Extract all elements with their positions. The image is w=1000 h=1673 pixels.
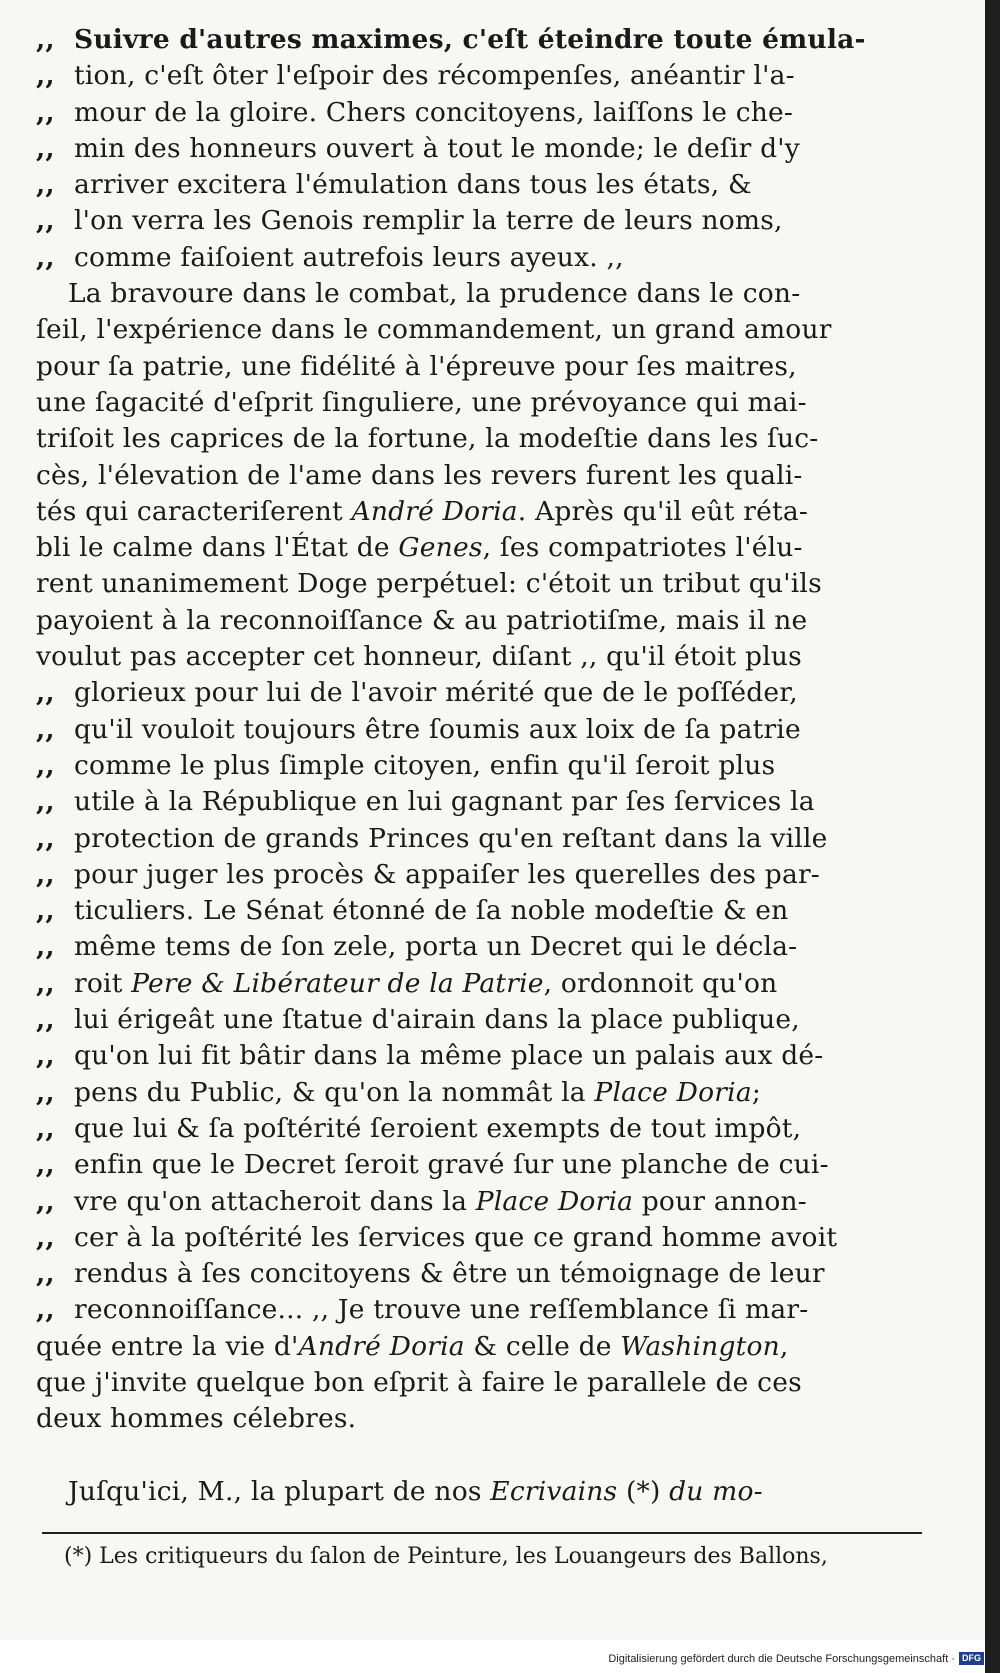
line-text: deux hommes célebres. [36,1403,357,1435]
line-text: qu'on lui fit bâtir dans la même place un palais aux dé- [74,1040,824,1072]
line-text: , [779,1330,789,1362]
line-text: que j'invite quelque bon eſprit à faire le parallele de ces [36,1366,802,1398]
text-line [36,675,936,711]
text-line [36,1038,936,1074]
text-line [36,312,936,348]
quote-mark: ,, [36,1112,55,1144]
quote-mark: ,, [36,1258,55,1290]
italic-text: du mo- [669,1475,763,1507]
quote-mark: ,, [36,895,55,927]
italic-text: Pere & Libérateur de la Patrie [131,967,544,999]
text-line [36,1365,936,1401]
line-text: mour de la gloire. Chers concitoyens, laiſſons le che- [74,96,794,128]
text-line [36,748,936,784]
line-text: protection de grands Princes qu'en reſtant dans la ville [74,822,828,854]
quote-mark: ,, [36,1294,55,1326]
text-line [36,966,936,1002]
line-text: comme faiſoient autrefois leurs ayeux. ,, [74,241,624,273]
text-line [36,131,936,167]
footnote-separator [42,1532,922,1534]
line-text: tion, c'eſt ôter l'eſpoir des récompenſes, anéantir l'a- [74,60,795,92]
text-line [36,893,936,929]
line-text: bli le calme dans l'État de [36,532,399,564]
line-text: voulut pas accepter cet honneur, diſant ,, qu'il étoit plus [36,641,802,673]
line-text: min des honneurs ouvert à tout le monde; le deſir d'y [74,132,800,164]
line-text: roit [74,967,132,999]
text-line [36,1002,936,1038]
text-line [36,1329,936,1365]
line-text: même tems de ſon zele, porta un Decret qui le décla- [74,931,798,963]
text-line [36,784,936,820]
line-text: arriver excitera l'émulation dans tous les états, & [74,169,752,201]
italic-text: Washington [620,1330,780,1362]
quote-mark: ,, [36,241,55,273]
text-line [36,712,936,748]
quote-mark: ,, [36,967,55,999]
dfg-logo: DFG [959,1652,984,1665]
line-text: que lui & ſa poſtérité ſeroient exempts de tout impôt, [74,1112,802,1144]
text-line [36,1292,936,1328]
line-text: reconnoiſſance... ,, Je trouve une reſſemblance ſi mar- [74,1294,809,1326]
line-text: rendus à ſes concitoyens & être un témoignage de leur [74,1258,825,1290]
text-line [36,566,936,602]
credit-text: Digitalisierung gefördert durch die Deutsche Forschungsgemeinschaft · [608,1652,955,1665]
line-text: pour juger les procès & appaiſer les querelles des par- [74,858,820,890]
quote-mark: ,, [36,1185,55,1217]
text-line [36,1474,936,1510]
line-text: ſeil, l'expérience dans le commandement, un grand amour [36,314,832,346]
body-text [36,22,936,1510]
text-line [36,458,936,494]
line-text: tés qui caracteriſerent [36,495,352,527]
quote-mark: ,, [36,1040,55,1072]
quote-mark: ,, [36,713,55,745]
text-line [36,203,936,239]
quote-mark: ,, [36,205,55,237]
line-text: quée entre la vie d' [36,1330,299,1362]
text-line [36,22,936,58]
line-text: triſoit les caprices de la fortune, la modeſtie dans les ſuc- [36,423,819,455]
text-line [36,385,936,421]
italic-text: Genes [398,532,483,564]
line-text: , ſes compatriotes l'élu- [482,532,803,564]
line-text: . Après qu'il eût réta- [517,495,808,527]
footnote: (*) Les critiqueurs du ſalon de Peinture, les Louangeurs des Ballons, [64,1544,828,1569]
text-line [36,1220,936,1256]
line-text: comme le plus ſimple citoyen, enfin qu'il ſeroit plus [74,749,776,781]
text-line [36,857,936,893]
line-text: pour ſa patrie, une fidélité à l'épreuve pour ſes maitres, [36,350,797,382]
text-line [36,95,936,131]
italic-text: André Doria [351,495,518,527]
italic-text: Place Doria [475,1185,634,1217]
quote-mark: ,, [36,749,55,781]
text-line [36,1256,936,1292]
quote-mark: ,, [36,24,55,55]
line-text: pour annon- [633,1185,807,1217]
text-line [36,821,936,857]
line-text: (*) [617,1475,670,1507]
text-line [36,276,936,312]
page-edge-shadow [985,0,1000,1673]
quote-mark: ,, [36,1149,55,1181]
line-text: cer à la poſtérité les ſervices que ce grand homme avoit [74,1221,838,1253]
line-text: rent unanimement Doge perpétuel: c'étoit un tribut qu'ils [36,568,822,600]
text-line [36,167,936,203]
line-text: ; [751,1076,761,1108]
digitization-credit [608,1652,984,1665]
line-text: pens du Public, & qu'on la nommât la [74,1076,595,1108]
text-line [36,1147,936,1183]
text-line [36,421,936,457]
text-line [36,1401,936,1437]
line-text: lui érigeât une ſtatue d'airain dans la place publique, [74,1004,800,1036]
text-line [36,58,936,94]
quote-mark: ,, [36,169,55,201]
text-line [36,1075,936,1111]
quote-mark: ,, [36,1221,55,1253]
line-text: Suivre d'autres maximes, c'eſt éteindre toute émula- [74,24,866,55]
quote-mark: ,, [36,786,55,818]
text-line [36,1111,936,1147]
line-text: ticuliers. Le Sénat étonné de ſa noble modeſtie & en [74,895,789,927]
line-text: payoient à la reconnoiſſance & au patriotiſme, mais il ne [36,604,808,636]
text-line [36,494,936,530]
line-text: qu'il vouloit toujours être ſoumis aux loix de ſa patrie [74,713,801,745]
quote-mark: ,, [36,931,55,963]
quote-mark: ,, [36,132,55,164]
text-line [36,603,936,639]
text-line [36,530,936,566]
quote-mark: ,, [36,60,55,92]
line-text: cès, l'élevation de l'ame dans les revers furent les quali- [36,459,803,491]
line-text: enfin que le Decret ſeroit gravé ſur une planche de cui- [74,1149,829,1181]
quote-mark: ,, [36,96,55,128]
line-text: La bravoure dans le combat, la prudence dans le con- [68,278,801,310]
text-line [36,1184,936,1220]
line-text: une ſagacité d'eſprit ſinguliere, une prévoyance qui mai- [36,386,807,418]
quote-mark: ,, [36,1004,55,1036]
line-text: vre qu'on attacheroit dans la [74,1185,476,1217]
line-text: utile à la République en lui gagnant par ſes ſervices la [74,786,815,818]
italic-text: Place Doria [594,1076,752,1108]
quote-mark: ,, [36,1076,55,1108]
quote-mark: ,, [36,858,55,890]
text-line [36,639,936,675]
line-text: glorieux pour lui de l'avoir mérité que de le poſſéder, [74,677,798,709]
quote-mark: ,, [36,677,55,709]
line-text: & celle de [464,1330,621,1362]
line-text: , ordonnoit qu'on [543,967,778,999]
italic-text: André Doria [298,1330,465,1362]
text-line [36,929,936,965]
text-line [36,240,936,276]
line-text: l'on verra les Genois remplir la terre de leurs noms, [74,205,783,237]
line-text: Juſqu'ici, M., la plupart de nos [68,1475,491,1507]
italic-text: Ecrivains [490,1475,618,1507]
quote-mark: ,, [36,822,55,854]
text-line [36,349,936,385]
